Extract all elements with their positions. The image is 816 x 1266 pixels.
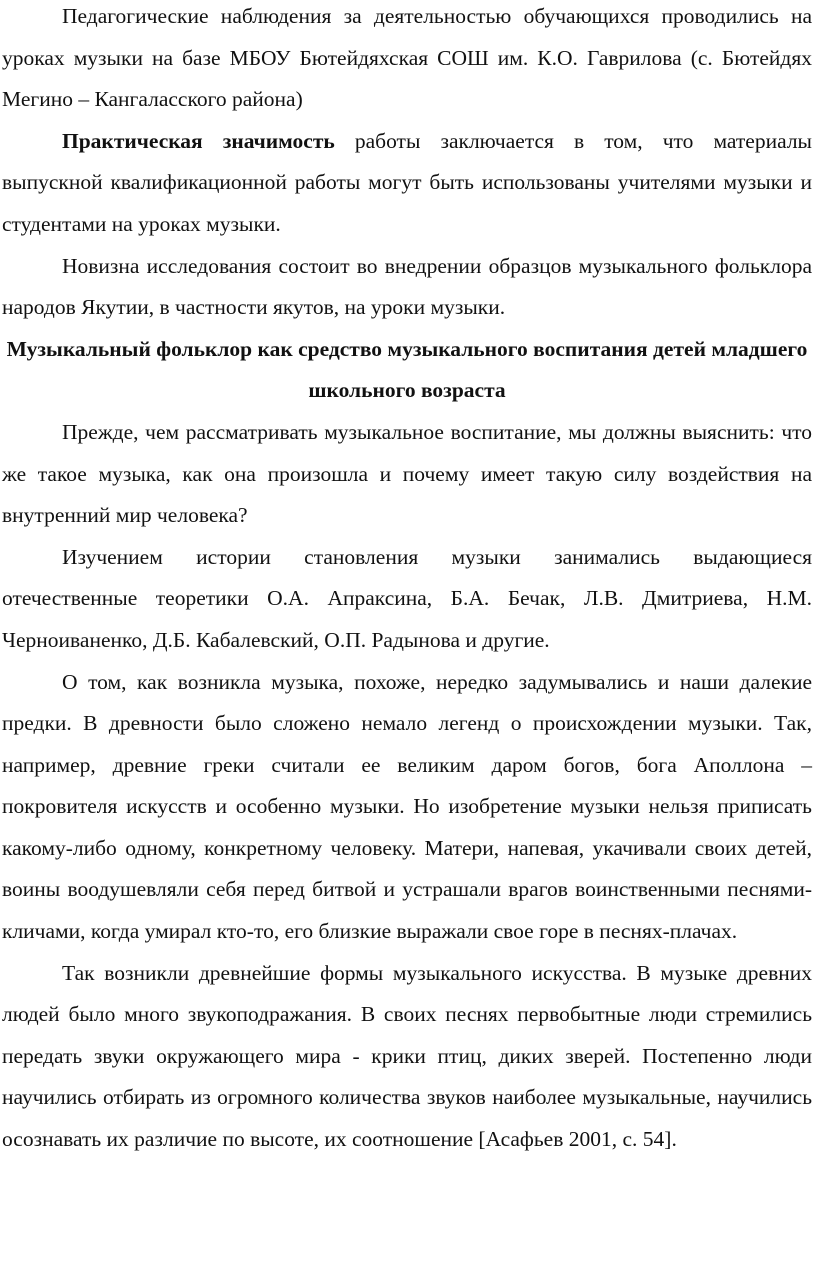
paragraph-novelty: Новизна исследования состоит во внедрении образцов музыкального фольклора народов Якутии, в частности якутов, на уроки музыки. bbox=[2, 253, 812, 320]
section-heading: Музыкальный фольклор как средство музыкального воспитания детей младшего школьного возраста bbox=[6, 336, 808, 403]
paragraph-music-history-researchers: Изучением истории становления музыки занимались выдающиеся отечественные теоретики О.А. Апраксина, Б.А. Бечак, Л.В. Дмитриева, Н.М. Черноиваненко, Д.Б. Кабалевский, О.П. Радынова и другие. bbox=[2, 544, 812, 652]
practical-significance-text: работы заключается в том, что материалы выпускной квалификационной работы могут быть использованы учителями музыки и студентами на уроках музыки. bbox=[2, 128, 812, 236]
paragraph-ancient-forms: Так возникли древнейшие формы музыкального искусства. В музыке древних людей было много звукоподражания. В своих песнях первобытные люди стремились передать звуки окружающего мира - крики птиц, диких зверей. Постепенно люди научились отбирать из огромного количества звуков наиболее музыкальные, научились осознавать их различие по высоте, их соотношение [Асафьев 2001, с. 54]. bbox=[2, 960, 812, 1152]
paragraph-music-definition: Прежде, чем рассматривать музыкальное воспитание, мы должны выяснить: что же такое музыка, как она произошла и почему имеет такую силу воздействия на внутренний мир человека? bbox=[2, 419, 812, 528]
paragraph-music-origin: О том, как возникла музыка, похоже, нередко задумывались и наши далекие предки. В древности было сложено немало легенд о происхождении музыки. Так, например, древние греки считали ее великим даром богов, бога Аполлона – покровителя искусств и особенно музыки. Но изобретение музыки нельзя приписать какому-либо одному, конкретному человеку. Матери, напевая, укачивали своих детей, воины воодушевляли себя перед битвой и устрашали врагов воинственными песнями-кличами, когда умирал кто-то, его близкие выражали свое горе в песнях-плачах. bbox=[2, 669, 812, 944]
paragraph-observations: Педагогические наблюдения за деятельностью обучающихся проводились на уроках музыки на базе МБОУ Бютейдяхская СОШ им. К.О. Гаврилова (с. Бютейдях Мегино – Кангаласского района) bbox=[2, 4, 812, 112]
paragraph-practical-significance bbox=[2, 121, 812, 246]
practical-significance-term: Практическая значимость bbox=[62, 128, 335, 153]
